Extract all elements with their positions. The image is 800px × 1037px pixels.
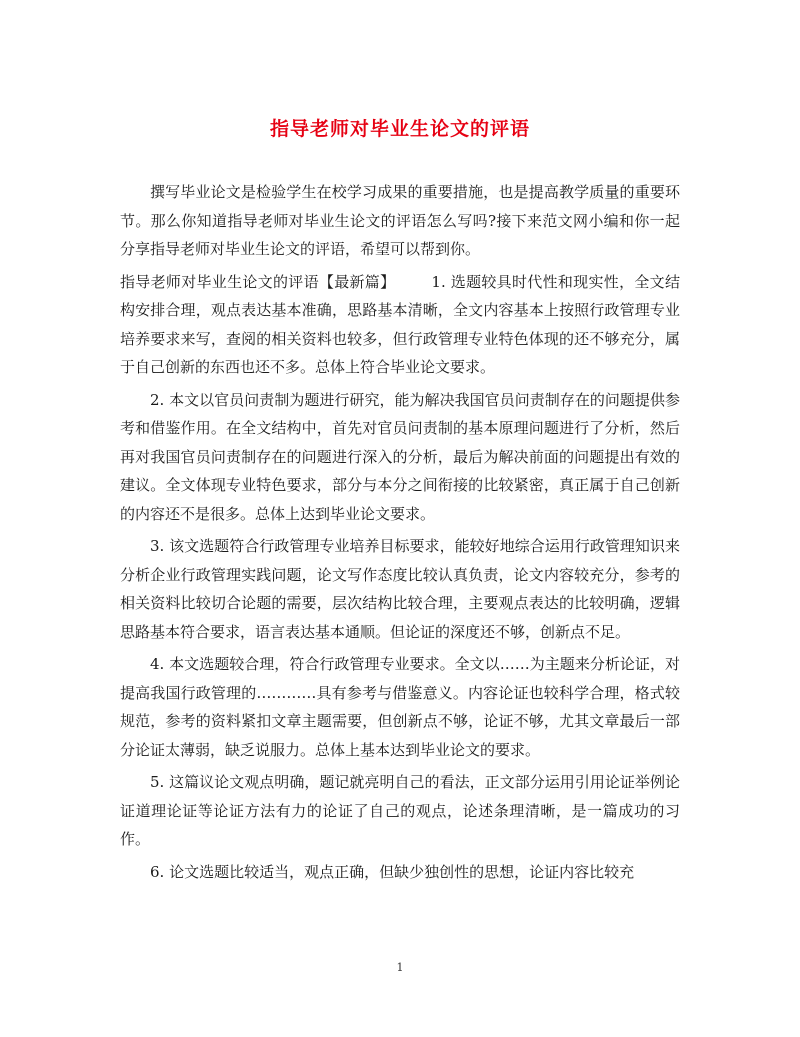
comment-paragraph-2: 2. 本文以官员问责制为题进行研究，能为解决我国官员问责制存在的问题提供参考和借鉴作用。在全文结构中，首先对官员问责制的基本原理问题进行了分析，然后再对我国官员问责制存在的问题进行深入的分析，最后为解决前面的问题提出有效的建议。全文体现专业特色要求，部分与本分之间衔接的比较紧密，真正属于自己创新的内容还不是很多。总体上达到毕业论文要求。 bbox=[120, 390, 680, 523]
comment-paragraph-4: 4. 本文选题较合理，符合行政管理专业要求。全文以……为主题来分析论证，对提高我国行政管理的…………具有参考与借鉴意义。内容论证也较科学合理，格式较规范，参考的资料紧扣文章主题需要，但创新点不够，论证不够，尤其文章最后一部分论证太薄弱，缺乏说服力。总体上基本达到毕业论文的要求。 bbox=[120, 655, 680, 759]
intro-paragraph: 撰写毕业论文是检验学生在校学习成果的重要措施，也是提高教学质量的重要环节。那么你知道指导老师对毕业生论文的评语怎么写吗?接下来范文网小编和你一起分享指导老师对毕业生论文的评语，希望可以帮到你。 bbox=[120, 183, 680, 258]
document-body bbox=[120, 178, 680, 890]
comment-paragraph-1: 1. 选题较具时代性和现实性，全文结构安排合理，观点表达基本准确，思路基本清晰，全文内容基本上按照行政管理专业培养要求来写，查阅的相关资料也较多，但行政管理专业特色体现的还不够充分，属于自己创新的东西也还不多。总体上符合毕业论文要求。 bbox=[120, 272, 680, 376]
section-heading: 指导老师对毕业生论文的评语【最新篇】 bbox=[120, 272, 396, 291]
comment-paragraph-5: 5. 这篇议论文观点明确，题记就亮明自己的看法，正文部分运用引用论证举例论证道理论证等论证方法有力的论证了自己的观点，论述条理清晰，是一篇成功的习作。 bbox=[120, 773, 680, 848]
comment-paragraph-6: 6. 论文选题比较适当，观点正确，但缺少独创性的思想，论证内容比较充 bbox=[150, 862, 635, 881]
comment-paragraph-3: 3. 该文选题符合行政管理专业培养目标要求，能较好地综合运用行政管理知识来分析企业行政管理实践问题，论文写作态度比较认真负责，论文内容较充分，参考的相关资料比较切合论题的需要，层次结构比较合理，主要观点表达的比较明确，逻辑思路基本符合要求，语言表达基本通顺。但论证的深度还不够，创新点不足。 bbox=[120, 537, 680, 641]
document-title: 指导老师对毕业生论文的评语 bbox=[269, 118, 530, 140]
page-number: 1 bbox=[396, 961, 404, 974]
section-heading-paragraph bbox=[120, 268, 680, 382]
